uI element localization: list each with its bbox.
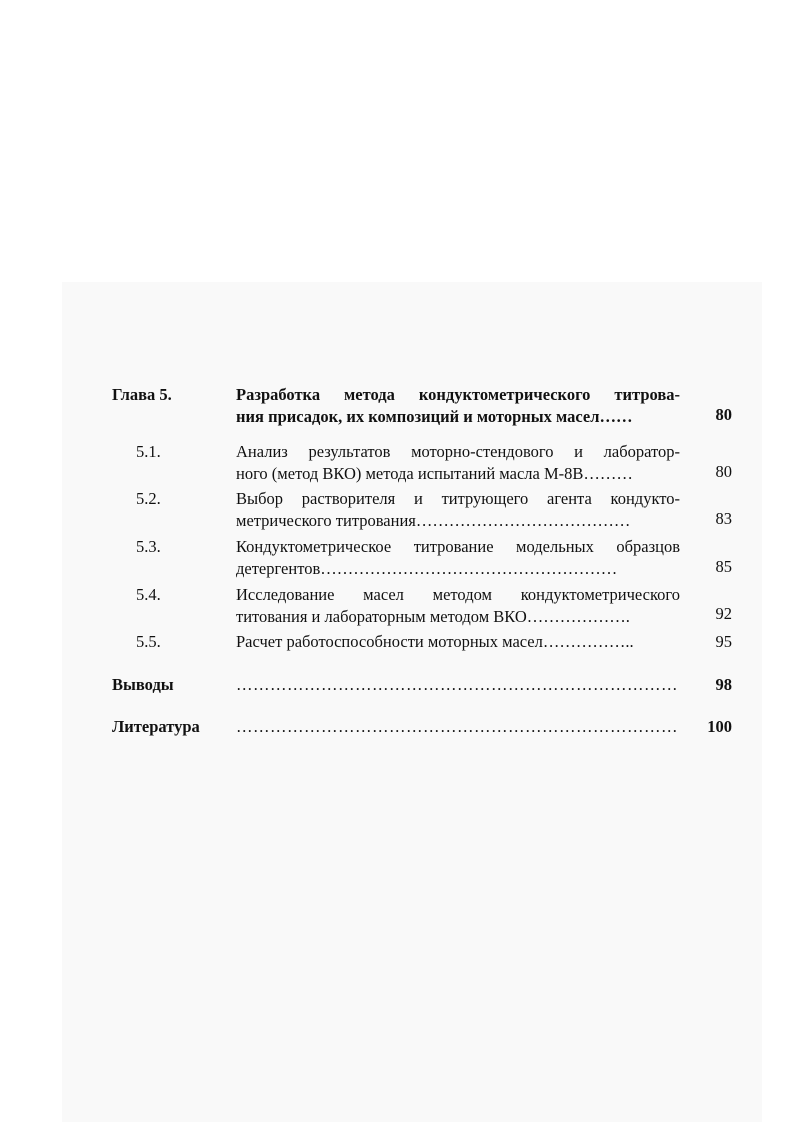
- references-page-number: 100: [707, 717, 732, 736]
- section-title-line-1: Расчет работоспособности моторных масел……………..: [236, 632, 634, 651]
- chapter-label: Глава 5.: [112, 385, 172, 404]
- chapter-page-number: 80: [715, 405, 732, 424]
- section-title-line-1: Кондуктометрическое титрование модельных образцов: [236, 537, 680, 556]
- section-page-number: 85: [715, 557, 732, 576]
- chapter-title: [236, 384, 680, 428]
- section-title: [236, 584, 680, 628]
- section-title: [236, 631, 680, 653]
- section-number: 5.2.: [136, 489, 161, 508]
- section-page-number: 83: [715, 509, 732, 528]
- section-number: 5.3.: [136, 537, 161, 556]
- chapter-title-line-1: Разработка метода кондуктометрического титрова-: [236, 385, 680, 404]
- section-page-number: 92: [715, 604, 732, 623]
- conclusions-leader-dots: ……………………………………………………………………: [236, 675, 678, 694]
- chapter-title-line-2: ния присадок, их композиций и моторных масел……: [236, 407, 633, 426]
- references-label: Литература: [112, 717, 200, 736]
- conclusions-page-number: 98: [715, 675, 732, 694]
- section-title-line-2: ного (метод ВКО) метода испытаний масла М-8В………: [236, 464, 633, 483]
- section-title: [236, 441, 680, 485]
- section-title: [236, 488, 680, 532]
- section-number: 5.1.: [136, 442, 161, 461]
- section-title-line-2: титования и лабораторным методом ВКО……………….: [236, 607, 630, 626]
- section-number: 5.5.: [136, 632, 161, 651]
- section-title-line-2: детергентов………………………………………………: [236, 559, 618, 578]
- references-leader-dots: ……………………………………………………………………: [236, 717, 678, 736]
- section-number: 5.4.: [136, 585, 161, 604]
- section-title: [236, 536, 680, 580]
- section-page-number: 80: [715, 462, 732, 481]
- section-title-line-1: Исследование масел методом кондуктометрического: [236, 585, 680, 604]
- section-title-line-2: метрического титрования…………………………………: [236, 511, 631, 530]
- section-title-line-1: Анализ результатов моторно-стендового и лаборатор-: [236, 442, 680, 461]
- conclusions-label: Выводы: [112, 675, 174, 694]
- section-title-line-1: Выбор растворителя и титрующего агента кондукто-: [236, 489, 680, 508]
- section-page-number: 95: [715, 632, 732, 651]
